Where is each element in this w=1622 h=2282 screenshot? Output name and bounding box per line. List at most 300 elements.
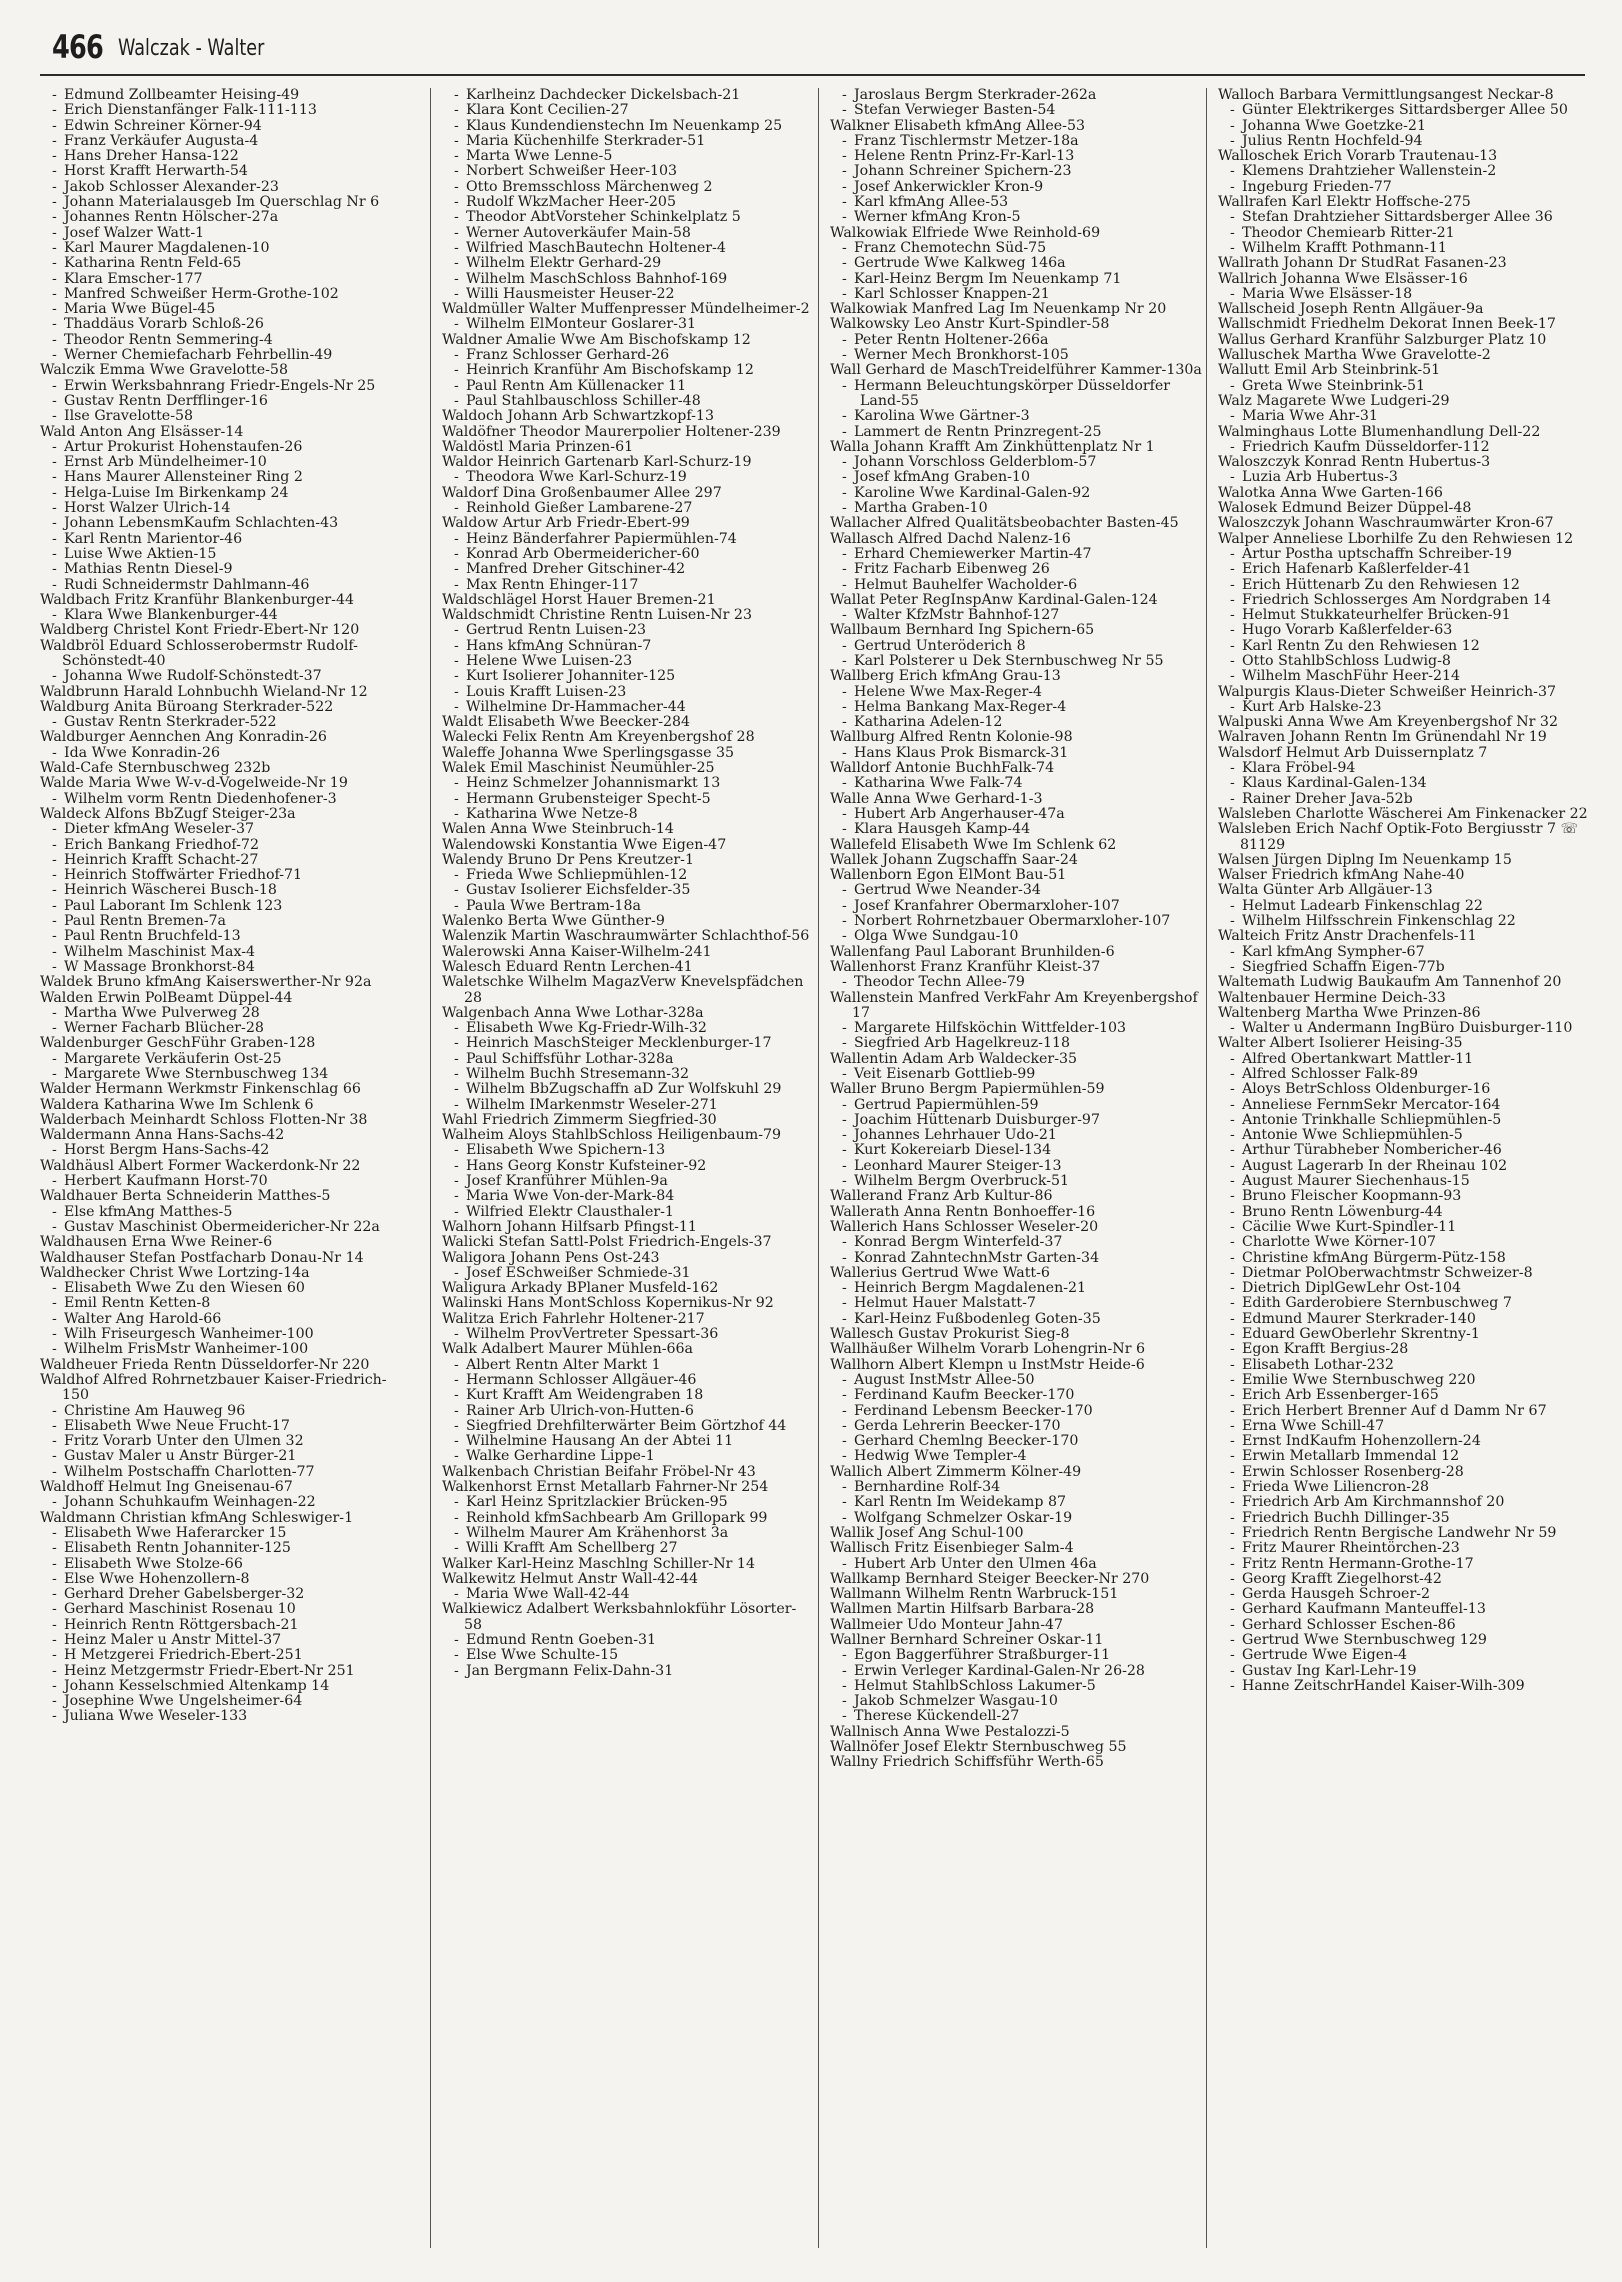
directory-sub-entry: - Erhard Chemiewerker Martin-47: [830, 547, 1202, 562]
directory-sub-entry: - Luzia Arb Hubertus-3: [1218, 470, 1590, 485]
directory-entry: Walinski Hans MontSchloss Kopernikus-Nr 92: [442, 1295, 774, 1312]
directory-entry: Walz Magarete Wwe Ludgeri-29: [1218, 392, 1450, 409]
directory-entry: Waldburg Anita Büroang Sterkrader-522: [40, 698, 334, 715]
directory-entry: Waldorf Dina Großenbaumer Allee 297: [442, 484, 722, 501]
directory-sub-entry: - Arthur Türabheber Nombericher-46: [1218, 1143, 1590, 1158]
directory-entry: Walden Erwin PolBeamt Düppel-44: [40, 989, 293, 1006]
directory-sub-entry: - Edmund Rentn Goeben-31: [442, 1633, 814, 1648]
directory-sub-entry: - Julius Rentn Hochfeld-94: [1218, 134, 1590, 149]
directory-sub-entry: - Klara Kont Cecilien-27: [442, 103, 814, 118]
directory-sub-entry: - Norbert Rohrnetzbauer Obermarxloher-107: [830, 914, 1202, 929]
directory-sub-entry: - Paul Rentn Bruchfeld-13: [40, 929, 412, 944]
directory-entry: Walitza Erich Fahrlehr Holtener-217: [442, 1310, 705, 1327]
directory-entry: Wallmeier Udo Monteur Jahn-47: [830, 1616, 1064, 1633]
directory-sub-entry: - Paul Stahlbauschloss Schiller-48: [442, 394, 814, 409]
directory-sub-entry: - Siegfried Schaffn Eigen-77b: [1218, 960, 1590, 975]
directory-entry: Walicki Stefan Sattl-Polst Friedrich-Engels-37: [442, 1234, 772, 1251]
directory-sub-entry: - Gustav Isolierer Eichsfelder-35: [442, 883, 814, 898]
page-header: [40, 26, 1585, 74]
directory-sub-entry: - Gertrude Wwe Kalkweg 146a: [830, 256, 1202, 271]
directory-entry: Waller Bruno Bergm Papiermühlen-59: [830, 1081, 1105, 1098]
directory-sub-entry: - Josephine Wwe Ungelsheimer-64: [40, 1694, 412, 1709]
directory-entry: Waldhecker Christ Wwe Lortzing-14a: [40, 1264, 310, 1281]
directory-sub-entry: - H Metzgerei Friedrich-Ebert-251: [40, 1648, 412, 1663]
directory-entry: Walesch Eduard Rentn Lerchen-41: [442, 958, 693, 975]
directory-sub-entry: - Helene Wwe Max-Reger-4: [830, 685, 1202, 700]
directory-entry: Wallhäußer Wilhelm Vorarb Lohengrin-Nr 6: [830, 1341, 1146, 1358]
directory-entry: Wallesch Gustav Prokurist Sieg-8: [830, 1326, 1070, 1343]
directory-sub-entry: - Friedrich Buchh Dillinger-35: [1218, 1511, 1590, 1526]
directory-sub-entry: - Edmund Maurer Sterkrader-140: [1218, 1312, 1590, 1327]
directory-sub-entry: - Fritz Maurer Rheintörchen-23: [1218, 1541, 1590, 1556]
directory-entry: Wallerius Gertrud Wwe Watt-6: [830, 1264, 1050, 1281]
directory-entry: Waldhauer Berta Schneiderin Matthes-5: [40, 1188, 331, 1205]
directory-entry: Wallkamp Bernhard Steiger Beecker-Nr 270: [830, 1570, 1150, 1587]
directory-sub-entry: - Olga Wwe Sundgau-10: [830, 929, 1202, 944]
directory-sub-entry: - Stefan Drahtzieher Sittardsberger Allee 36: [1218, 210, 1590, 225]
directory-sub-entry: - Gustav Ing Karl-Lehr-19: [1218, 1664, 1590, 1679]
directory-sub-entry: - Günter Elektrikerges Sittardsberger Allee 50: [1218, 103, 1590, 118]
directory-sub-entry: - Karlheinz Dachdecker Dickelsbach-21: [442, 88, 814, 103]
directory-sub-entry: - Reinhold kfmSachbearb Am Grillopark 99: [442, 1511, 814, 1526]
directory-sub-entry: - Frieda Wwe Liliencron-28: [1218, 1480, 1590, 1495]
directory-sub-entry: - Max Rentn Ehinger-117: [442, 578, 814, 593]
directory-entry: Walpuski Anna Wwe Am Kreyenbergshof Nr 32: [1218, 714, 1558, 731]
directory-sub-entry: - Jaroslaus Bergm Sterkrader-262a: [830, 88, 1202, 103]
directory-sub-entry: - Wolfgang Schmelzer Oskar-19: [830, 1511, 1202, 1526]
directory-sub-entry: - Manfred Dreher Gitschiner-42: [442, 562, 814, 577]
directory-sub-entry: - Karl Maurer Magdalenen-10: [40, 241, 412, 256]
directory-entry: Wallscheid Joseph Rentn Allgäuer-9a: [1218, 301, 1484, 318]
directory-sub-entry: - Wilhelm Maurer Am Krähenhorst 3a: [442, 1526, 814, 1541]
directory-sub-entry: - Jakob Schmelzer Wasgau-10: [830, 1694, 1202, 1709]
directory-entry: Wallefeld Elisabeth Wwe Im Schlenk 62: [830, 836, 1117, 853]
directory-sub-entry: - Stefan Verwieger Basten-54: [830, 103, 1202, 118]
directory-sub-entry: - Helmut Stukkateurhelfer Brücken-91: [1218, 608, 1590, 623]
directory-sub-entry: - Wilhelm Krafft Pothmann-11: [1218, 241, 1590, 256]
directory-entry: Walecki Felix Rentn Am Kreyenbergshof 28: [442, 729, 755, 746]
directory-entry: Wallenhorst Franz Kranführ Kleist-37: [830, 958, 1101, 975]
directory-sub-entry: - Gerda Lehrerin Beecker-170: [830, 1419, 1202, 1434]
directory-entry: Waloszczyk Johann Waschraumwärter Kron-67: [1218, 515, 1554, 532]
directory-entry: Wallrafen Karl Elektr Hoffsche-275: [1218, 194, 1471, 211]
directory-sub-entry: - Karoline Wwe Kardinal-Galen-92: [830, 486, 1202, 501]
directory-entry: Wallik Josef Ang Schul-100: [830, 1524, 1024, 1541]
directory-entry: Wallasch Alfred Dachd Nalenz-16: [830, 530, 1071, 547]
column-divider: [818, 88, 819, 2248]
directory-sub-entry: - Erwin Metallarb Immendal 12: [1218, 1449, 1590, 1464]
directory-entry: Wallacher Alfred Qualitätsbeobachter Basten-45: [830, 515, 1179, 532]
directory-sub-entry: - Konrad ZahntechnMstr Garten-34: [830, 1251, 1202, 1266]
directory-sub-entry: - Alfred Schlosser Falk-89: [1218, 1067, 1590, 1082]
directory-entry: Walle Anna Wwe Gerhard-1-3: [830, 790, 1043, 807]
directory-sub-entry: - Josef Kranfahrer Obermarxloher-107: [830, 899, 1202, 914]
directory-entry: Walldorf Antonie BuchhFalk-74: [830, 760, 1055, 777]
directory-sub-entry: - Gustav Maler u Anstr Bürger-21: [40, 1449, 412, 1464]
directory-sub-entry: - Paul Schiffsführ Lothar-328a: [442, 1052, 814, 1067]
directory-entry: Walraven Johann Rentn Im Grünendahl Nr 19: [1218, 729, 1547, 746]
directory-entry: Wallhorn Albert Klempn u InstMstr Heide-6: [830, 1356, 1145, 1373]
directory-entry: Walsleben Charlotte Wäscherei Am Finkenacker 22: [1218, 805, 1588, 822]
directory-sub-entry: - Heinrich Krafft Schacht-27: [40, 853, 412, 868]
directory-entry: Waligura Arkady BPlaner Musfeld-162: [442, 1280, 719, 1297]
directory-sub-entry: - Wilhelm vorm Rentn Diedenhofener-3: [40, 792, 412, 807]
directory-sub-entry: - Siegfried Drehfilterwärter Beim Görtzhof 44: [442, 1419, 814, 1434]
directory-sub-entry: - Karolina Wwe Gärtner-3: [830, 409, 1202, 424]
directory-sub-entry: - Wilfried Elektr Clausthaler-1: [442, 1205, 814, 1220]
directory-entry: Walteich Fritz Anstr Drachenfels-11: [1218, 928, 1477, 945]
directory-sub-entry: - Fritz Vorarb Unter den Ulmen 32: [40, 1434, 412, 1449]
header-rule: [40, 74, 1585, 76]
directory-sub-entry: - Erich Bankang Friedhof-72: [40, 838, 412, 853]
directory-sub-entry: - Ernst IndKaufm Hohenzollern-24: [1218, 1434, 1590, 1449]
directory-entry: Walloschek Erich Vorarb Trautenau-13: [1218, 148, 1498, 165]
directory-sub-entry: - Manfred Schweißer Herm-Grothe-102: [40, 287, 412, 302]
directory-sub-entry: - Veit Eisenarb Gottlieb-99: [830, 1067, 1202, 1082]
directory-entry: Wallerath Anna Rentn Bonhoeffer-16: [830, 1203, 1096, 1220]
directory-sub-entry: - Louis Krafft Luisen-23: [442, 685, 814, 700]
directory-sub-entry: - Rainer Arb Ulrich-von-Hutten-6: [442, 1404, 814, 1419]
directory-sub-entry: - Theodor Techn Allee-79: [830, 975, 1202, 990]
directory-sub-entry: - Aloys BetrSchloss Oldenburger-16: [1218, 1082, 1590, 1097]
directory-sub-entry: - Ferdinand Lebensm Beecker-170: [830, 1404, 1202, 1419]
directory-sub-entry: - Hermann Grubensteiger Specht-5: [442, 792, 814, 807]
directory-sub-entry: - Karl kfmAng Allee-53: [830, 195, 1202, 210]
directory-entry: Waldhof Alfred Rohrnetzbauer Kaiser-Friedrich-150: [40, 1371, 387, 1404]
directory-entry: Wallrath Johann Dr StudRat Fasanen-23: [1218, 255, 1507, 272]
directory-entry: Walheim Aloys StahlbSchloss Heiligenbaum-79: [442, 1127, 782, 1144]
directory-entry: Walek Emil Maschinist Neumühler-25: [442, 760, 715, 777]
directory-sub-entry: - Johann Schuhkaufm Weinhagen-22: [40, 1495, 412, 1510]
directory-sub-entry: - Klaus Kundendienstechn Im Neuenkamp 25: [442, 119, 814, 134]
directory-entry: Walkenhorst Ernst Metallarb Fahrner-Nr 254: [442, 1479, 769, 1496]
directory-sub-entry: - Margarete Wwe Sternbuschweg 134: [40, 1067, 412, 1082]
directory-sub-entry: - Walter Ang Harold-66: [40, 1312, 412, 1327]
directory-sub-entry: - W Massage Bronkhorst-84: [40, 960, 412, 975]
directory-sub-entry: - Werner Facharb Blücher-28: [40, 1021, 412, 1036]
directory-sub-entry: - Peter Rentn Holtener-266a: [830, 333, 1202, 348]
directory-sub-entry: - Juliana Wwe Weseler-133: [40, 1709, 412, 1724]
directory-sub-entry: - Klara Emscher-177: [40, 272, 412, 287]
directory-sub-entry: - Josef ESchweißer Schmiede-31: [442, 1266, 814, 1281]
directory-entry: Walsen Jürgen Diplng Im Neuenkamp 15: [1218, 851, 1512, 868]
directory-sub-entry: - Elisabeth Wwe Zu den Wiesen 60: [40, 1281, 412, 1296]
directory-sub-entry: - Erich Herbert Brenner Auf d Damm Nr 67: [1218, 1404, 1590, 1419]
directory-sub-entry: - Christine Am Hauweg 96: [40, 1404, 412, 1419]
directory-sub-entry: - Charlotte Wwe Körner-107: [1218, 1235, 1590, 1250]
directory-sub-entry: - Walke Gerhardine Lippe-1: [442, 1449, 814, 1464]
directory-sub-entry: - Johann Schreiner Spichern-23: [830, 164, 1202, 179]
directory-sub-entry: - Klaus Kardinal-Galen-134: [1218, 776, 1590, 791]
directory-sub-entry: - Ernst Arb Mündelheimer-10: [40, 455, 412, 470]
directory-entry: Wallat Peter RegInspAnw Kardinal-Galen-124: [830, 591, 1158, 608]
directory-sub-entry: - Maria Wwe Wall-42-44: [442, 1587, 814, 1602]
directory-entry: Walminghaus Lotte Blumenhandlung Dell-22: [1218, 423, 1541, 440]
directory-sub-entry: - Gustav Rentn Sterkrader-522: [40, 715, 412, 730]
directory-sub-entry: - Wilhelm Buchh Stresemann-32: [442, 1067, 814, 1082]
directory-sub-entry: - Katharina Wwe Falk-74: [830, 776, 1202, 791]
directory-sub-entry: - Christine kfmAng Bürgerm-Pütz-158: [1218, 1251, 1590, 1266]
directory-sub-entry: - Erich Hafenarb Kaßlerfelder-41: [1218, 562, 1590, 577]
directory-sub-entry: - Helmut Ladearb Finkenschlag 22: [1218, 899, 1590, 914]
directory-column-3: [830, 88, 1202, 2258]
directory-sub-entry: - Kurt Krafft Am Weidengraben 18: [442, 1388, 814, 1403]
directory-sub-entry: - Heinz Schmelzer Johannismarkt 13: [442, 776, 814, 791]
directory-sub-entry: - Anneliese FernmSekr Mercator-164: [1218, 1098, 1590, 1113]
directory-sub-entry: - Margarete Hilfsköchin Wittfelder-103: [830, 1021, 1202, 1036]
directory-entry: Wallenborn Egon ElMont Bau-51: [830, 867, 1067, 884]
directory-entry: Waldor Heinrich Gartenarb Karl-Schurz-19: [442, 454, 752, 471]
directory-sub-entry: - Emil Rentn Ketten-8: [40, 1296, 412, 1311]
directory-entry: Wallek Johann Zugschaffn Saar-24: [830, 851, 1078, 868]
directory-entry: Waltenberg Martha Wwe Prinzen-86: [1218, 1004, 1481, 1021]
directory-entry: Wallny Friedrich Schiffsführ Werth-65: [830, 1754, 1104, 1771]
directory-entry: Waldbrunn Harald Lohnbuchh Wieland-Nr 12: [40, 683, 368, 700]
directory-sub-entry: - Horst Bergm Hans-Sachs-42: [40, 1143, 412, 1158]
directory-sub-entry: - Ida Wwe Konradin-26: [40, 746, 412, 761]
directory-entry: Walkenbach Christian Beifahr Fröbel-Nr 43: [442, 1463, 756, 1480]
directory-sub-entry: - Gerda Hausgeh Schroer-2: [1218, 1587, 1590, 1602]
directory-sub-entry: - Wilhelmine Hausang An der Abtei 11: [442, 1434, 814, 1449]
directory-column-2: [442, 88, 814, 2258]
directory-entry: Wallutt Emil Arb Steinbrink-51: [1218, 362, 1441, 379]
directory-sub-entry: - Hermann Beleuchtungskörper Düsseldorfer Land-55: [830, 379, 1202, 410]
directory-sub-entry: - Kurt Arb Halske-23: [1218, 700, 1590, 715]
directory-entry: Walloch Barbara Vermittlungsangest Neckar-8: [1218, 88, 1554, 103]
directory-sub-entry: - Heinz Bänderfahrer Papiermühlen-74: [442, 532, 814, 547]
directory-sub-entry: - Gertrud Wwe Sternbuschweg 129: [1218, 1633, 1590, 1648]
directory-sub-entry: - Katharina Rentn Feld-65: [40, 256, 412, 271]
directory-sub-entry: - Johann Materialausgeb Im Querschlag Nr 6: [40, 195, 412, 210]
directory-sub-entry: - Erich Hüttenarb Zu den Rehwiesen 12: [1218, 578, 1590, 593]
directory-entry: Walpurgis Klaus-Dieter Schweißer Heinrich-37: [1218, 683, 1556, 700]
directory-sub-entry: - Wilhelm BbZugschaffn aD Zur Wolfskuhl 29: [442, 1082, 814, 1097]
directory-entry: Walder Hermann Werkmstr Finkenschlag 66: [40, 1081, 361, 1098]
directory-sub-entry: - Gertrud Rentn Luisen-23: [442, 623, 814, 638]
directory-sub-entry: - Heinrich Rentn Röttgersbach-21: [40, 1618, 412, 1633]
directory-entry: Waldschlägel Horst Hauer Bremen-21: [442, 591, 716, 608]
directory-entry: Waloszczyk Konrad Rentn Hubertus-3: [1218, 454, 1491, 471]
directory-entry: Wallus Gerhard Kranführ Salzburger Platz 10: [1218, 331, 1547, 348]
directory-entry: Waldbach Fritz Kranführ Blankenburger-44: [40, 591, 355, 608]
directory-sub-entry: - Rudi Schneidermstr Dahlmann-46: [40, 578, 412, 593]
directory-sub-entry: - Erich Arb Essenberger-165: [1218, 1388, 1590, 1403]
directory-entry: Walerowski Anna Kaiser-Wilhelm-241: [442, 943, 712, 960]
directory-sub-entry: - Heinrich Kranführ Am Bischofskamp 12: [442, 363, 814, 378]
directory-sub-entry: - Heinz Metzgermstr Friedr-Ebert-Nr 251: [40, 1664, 412, 1679]
directory-sub-entry: - Johanna Wwe Rudolf-Schönstedt-37: [40, 669, 412, 684]
directory-entry: Waldt Elisabeth Wwe Beecker-284: [442, 714, 691, 731]
directory-sub-entry: - Kurt Kokereiarb Diesel-134: [830, 1143, 1202, 1158]
directory-entry: Wallentin Adam Arb Waldecker-35: [830, 1050, 1078, 1067]
directory-sub-entry: - Werner kfmAng Kron-5: [830, 210, 1202, 225]
directory-entry: Waldbröl Eduard Schlosserobermstr Rudolf-Schönstedt-40: [40, 637, 358, 669]
directory-sub-entry: - Thaddäus Vorarb Schloß-26: [40, 317, 412, 332]
directory-sub-entry: - Elisabeth Rentn Johanniter-125: [40, 1541, 412, 1556]
directory-sub-entry: - Elisabeth Wwe Kg-Friedr-Wilh-32: [442, 1021, 814, 1036]
directory-sub-entry: - Johann Vorschloss Gelderblom-57: [830, 455, 1202, 470]
directory-sub-entry: - Else Wwe Schulte-15: [442, 1648, 814, 1663]
directory-sub-entry: - Werner Autoverkäufer Main-58: [442, 226, 814, 241]
directory-sub-entry: - Artur Postha uptschaffn Schreiber-19: [1218, 547, 1590, 562]
directory-entry: Wallisch Fritz Eisenbieger Salm-4: [830, 1540, 1074, 1557]
directory-sub-entry: - Helmut StahlbSchloss Lakumer-5: [830, 1679, 1202, 1694]
directory-sub-entry: - Otto Bremsschloss Märchenweg 2: [442, 180, 814, 195]
directory-sub-entry: - Johannes Rentn Hölscher-27a: [40, 210, 412, 225]
directory-entry: Waldmüller Walter Muffenpresser Mündelheimer-2: [442, 301, 810, 318]
directory-sub-entry: - Kurt Isolierer Johanniter-125: [442, 669, 814, 684]
running-head: Walczak - Walter: [118, 36, 265, 61]
directory-entry: Walendowski Konstantia Wwe Eigen-47: [442, 836, 727, 853]
directory-sub-entry: - Klemens Drahtzieher Wallenstein-2: [1218, 164, 1590, 179]
directory-sub-entry: - Klara Wwe Blankenburger-44: [40, 608, 412, 623]
directory-sub-entry: - Willi Hausmeister Heuser-22: [442, 287, 814, 302]
directory-sub-entry: - Heinrich Bergm Magdalenen-21: [830, 1281, 1202, 1296]
directory-sub-entry: - Johann LebensmKaufm Schlachten-43: [40, 516, 412, 531]
directory-sub-entry: - Dieter kfmAng Weseler-37: [40, 822, 412, 837]
directory-sub-entry: - Wilhelm FrisMstr Wanheimer-100: [40, 1342, 412, 1357]
directory-entry: Walendy Bruno Dr Pens Kreutzer-1: [442, 851, 695, 868]
directory-entry: Wald-Cafe Sternbuschweg 232b: [40, 760, 271, 777]
directory-entry: Waltemath Ludwig Baukaufm Am Tannenhof 20: [1218, 974, 1562, 991]
directory-entry: Waldhauser Stefan Postfacharb Donau-Nr 14: [40, 1249, 364, 1266]
directory-sub-entry: - Else kfmAng Matthes-5: [40, 1205, 412, 1220]
directory-sub-entry: - Friedrich Kaufm Düsseldorfer-112: [1218, 440, 1590, 455]
directory-entry: Walderbach Meinhardt Schloss Flotten-Nr 38: [40, 1111, 368, 1128]
directory-entry: Wallbaum Bernhard Ing Spichern-65: [830, 622, 1095, 639]
directory-entry: Wall Gerhard de MaschTreidelführer Kammer-130a: [830, 362, 1202, 379]
directory-entry: Wallberg Erich kfmAng Grau-13: [830, 668, 1061, 685]
directory-sub-entry: - Paul Rentn Am Küllenacker 11: [442, 379, 814, 394]
directory-sub-entry: - Wilfried MaschBautechn Holtener-4: [442, 241, 814, 256]
directory-entry: Walkowsky Leo Anstr Kurt-Spindler-58: [830, 316, 1110, 333]
directory-sub-entry: - Fritz Rentn Hermann-Grothe-17: [1218, 1557, 1590, 1572]
directory-sub-entry: - Gerhard Dreher Gabelsberger-32: [40, 1587, 412, 1602]
directory-sub-entry: - Heinrich Wäscherei Busch-18: [40, 883, 412, 898]
directory-sub-entry: - Erich Dienstanfänger Falk-111-113: [40, 103, 412, 118]
directory-entry: Walosek Edmund Beizer Düppel-48: [1218, 500, 1472, 517]
directory-sub-entry: - Ilse Gravelotte-58: [40, 409, 412, 424]
directory-sub-entry: - Ferdinand Kaufm Beecker-170: [830, 1388, 1202, 1403]
directory-sub-entry: - Helene Rentn Prinz-Fr-Karl-13: [830, 149, 1202, 164]
directory-sub-entry: - Erwin Werksbahnrang Friedr-Engels-Nr 25: [40, 379, 412, 394]
directory-entry: Waldburger Aennchen Ang Konradin-26: [40, 729, 327, 746]
directory-entry: Waldow Artur Arb Friedr-Ebert-99: [442, 515, 690, 532]
directory-sub-entry: - August InstMstr Allee-50: [830, 1373, 1202, 1388]
directory-sub-entry: - Franz Tischlermstr Metzer-18a: [830, 134, 1202, 149]
directory-sub-entry: - Norbert Schweißer Heer-103: [442, 164, 814, 179]
directory-sub-entry: - Bruno Fleischer Koopmann-93: [1218, 1189, 1590, 1204]
directory-sub-entry: - Paula Wwe Bertram-18a: [442, 899, 814, 914]
directory-entry: Wallerand Franz Arb Kultur-86: [830, 1188, 1053, 1205]
directory-sub-entry: - Greta Wwe Steinbrink-51: [1218, 379, 1590, 394]
directory-sub-entry: - Hedwig Wwe Templer-4: [830, 1449, 1202, 1464]
directory-entry: Wallich Albert Zimmerm Kölner-49: [830, 1463, 1082, 1480]
directory-entry: Wallburg Alfred Rentn Kolonie-98: [830, 729, 1073, 746]
directory-entry: Walkowiak Elfriede Wwe Reinhold-69: [830, 224, 1101, 241]
directory-entry: Walk Adalbert Maurer Mühlen-66a: [442, 1341, 694, 1358]
directory-sub-entry: - Otto StahlbSchloss Ludwig-8: [1218, 654, 1590, 669]
directory-sub-entry: - August Maurer Siechenhaus-15: [1218, 1174, 1590, 1189]
directory-sub-entry: - Hans Klaus Prok Bismarck-31: [830, 746, 1202, 761]
directory-sub-entry: - Georg Krafft Ziegelhorst-42: [1218, 1572, 1590, 1587]
directory-entry: Walta Günter Arb Allgäuer-13: [1218, 882, 1433, 899]
directory-sub-entry: - Josef Walzer Watt-1: [40, 226, 412, 241]
directory-sub-entry: - Wilhelm ElMonteur Goslarer-31: [442, 317, 814, 332]
directory-sub-entry: - Dietrich DiplGewLehr Ost-104: [1218, 1281, 1590, 1296]
directory-sub-entry: - Gustav Maschinist Obermeidericher-Nr 22a: [40, 1220, 412, 1235]
directory-sub-entry: - Wilhelm ProvVertreter Spessart-36: [442, 1327, 814, 1342]
directory-sub-entry: - Antonie Wwe Schliepmühlen-5: [1218, 1128, 1590, 1143]
directory-sub-entry: - Karl Rentn Zu den Rehwiesen 12: [1218, 639, 1590, 654]
directory-entry: Waldberg Christel Kont Friedr-Ebert-Nr 120: [40, 622, 360, 639]
directory-sub-entry: - Ingeburg Frieden-77: [1218, 180, 1590, 195]
directory-sub-entry: - Antonie Trinkhalle Schliepmühlen-5: [1218, 1113, 1590, 1128]
directory-entry: Waldhausen Erna Wwe Reiner-6: [40, 1234, 273, 1251]
directory-sub-entry: - Maria Wwe Von-der-Mark-84: [442, 1189, 814, 1204]
directory-sub-entry: - Paul Laborant Im Schlenk 123: [40, 899, 412, 914]
directory-sub-entry: - Else Wwe Hohenzollern-8: [40, 1572, 412, 1587]
directory-sub-entry: - Heinz Maler u Anstr Mittel-37: [40, 1633, 412, 1648]
directory-sub-entry: - Siegfried Arb Hagelkreuz-118: [830, 1036, 1202, 1051]
directory-sub-entry: - Heinrich MaschSteiger Mecklenburger-17: [442, 1036, 814, 1051]
directory-entry: Waldermann Anna Hans-Sachs-42: [40, 1127, 285, 1144]
directory-sub-entry: - Wilhelm MaschFühr Heer-214: [1218, 669, 1590, 684]
directory-entry: Walgenbach Anna Wwe Lothar-328a: [442, 1004, 704, 1021]
directory-entry: Waldhäusl Albert Former Wackerdonk-Nr 22: [40, 1157, 361, 1174]
directory-sub-entry: - Hermann Schlosser Allgäuer-46: [442, 1373, 814, 1388]
directory-entry: Walsleben Erich Nachf Optik-Foto Bergiusstr 7 ☏ 81129: [1218, 821, 1579, 853]
directory-entry: Walser Friedrich kfmAng Nahe-40: [1218, 867, 1465, 884]
directory-sub-entry: - Wilhelm MaschSchloss Bahnhof-169: [442, 272, 814, 287]
directory-sub-entry: - Johann Kesselschmied Altenkamp 14: [40, 1679, 412, 1694]
directory-entry: Waldhoff Helmut Ing Gneisenau-67: [40, 1479, 293, 1496]
directory-entry: Walotka Anna Wwe Garten-166: [1218, 484, 1443, 501]
directory-sub-entry: - Hans Georg Konstr Kufsteiner-92: [442, 1159, 814, 1174]
directory-entry: Walker Karl-Heinz Maschlng Schiller-Nr 14: [442, 1555, 755, 1572]
directory-sub-entry: - Wilhelm IMarkenmstr Weseler-271: [442, 1098, 814, 1113]
directory-sub-entry: - Gerhard Chemlng Beecker-170: [830, 1434, 1202, 1449]
directory-entry: Walen Anna Wwe Steinbruch-14: [442, 821, 674, 838]
directory-entry: Waldera Katharina Wwe Im Schlenk 6: [40, 1096, 314, 1113]
directory-sub-entry: - Karl Heinz Spritzlackier Brücken-95: [442, 1495, 814, 1510]
directory-sub-entry: - Artur Prokurist Hohenstaufen-26: [40, 440, 412, 455]
directory-sub-entry: - Hubert Arb Unter den Ulmen 46a: [830, 1557, 1202, 1572]
directory-sub-entry: - Theodor Chemiearb Ritter-21: [1218, 226, 1590, 241]
directory-sub-entry: - Wilhelmine Dr-Hammacher-44: [442, 700, 814, 715]
directory-entry: Waleffe Johanna Wwe Sperlingsgasse 35: [442, 744, 735, 761]
directory-sub-entry: - Gustav Rentn Derfflinger-16: [40, 394, 412, 409]
directory-entry: Waldmann Christian kfmAng Schleswiger-1: [40, 1509, 354, 1526]
directory-entry: Waldek Bruno kfmAng Kaiserswerther-Nr 92a: [40, 974, 372, 991]
directory-sub-entry: - Maria Küchenhilfe Sterkrader-51: [442, 134, 814, 149]
directory-sub-entry: - Frieda Wwe Schliepmühlen-12: [442, 868, 814, 883]
directory-sub-entry: - Paul Rentn Bremen-7a: [40, 914, 412, 929]
directory-sub-entry: - Elisabeth Wwe Neue Frucht-17: [40, 1419, 412, 1434]
directory-entry: Wallerich Hans Schlosser Weseler-20: [830, 1218, 1099, 1235]
directory-sub-entry: - Luise Wwe Aktien-15: [40, 547, 412, 562]
directory-sub-entry: - Helma Bankang Max-Reger-4: [830, 700, 1202, 715]
directory-entry: Walenko Berta Wwe Günther-9: [442, 913, 665, 930]
directory-sub-entry: - Egon Baggerführer Straßburger-11: [830, 1648, 1202, 1663]
directory-entry: Walsdorf Helmut Arb Duissernplatz 7: [1218, 744, 1488, 761]
directory-entry: Walkewitz Helmut Anstr Wall-42-44: [442, 1570, 699, 1587]
directory-entry: Walla Johann Krafft Am Zinkhüttenplatz Nr 1: [830, 438, 1155, 455]
directory-entry: Waldöfner Theodor Maurerpolier Holtener-239: [442, 423, 781, 440]
directory-sub-entry: - Gerhard Schlosser Eschen-86: [1218, 1618, 1590, 1633]
directory-sub-entry: - Wilhelm Elektr Gerhard-29: [442, 256, 814, 271]
directory-sub-entry: - Cäcilie Wwe Kurt-Spindler-11: [1218, 1220, 1590, 1235]
